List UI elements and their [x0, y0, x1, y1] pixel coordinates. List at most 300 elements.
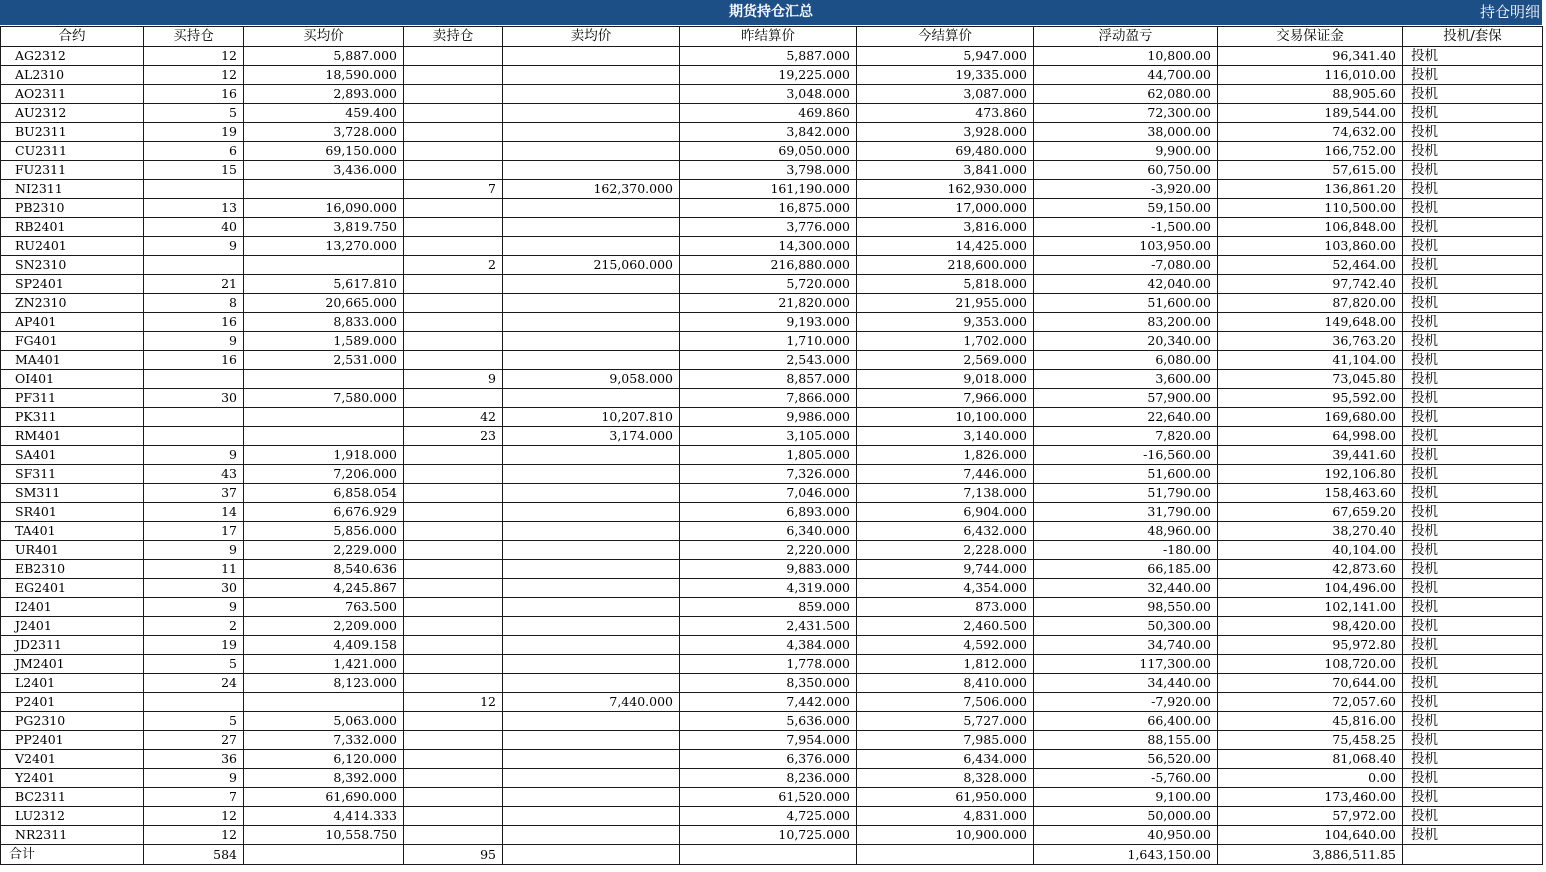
- cell-margin: 97,742.40: [1218, 275, 1403, 294]
- cell-today-settle: 4,831.000: [857, 807, 1034, 826]
- table-row[interactable]: [1, 636, 1543, 655]
- cell-floating-pnl: 66,400.00: [1034, 712, 1218, 731]
- cell-floating-pnl: 44,700.00: [1034, 66, 1218, 85]
- cell-prev-settle: 2,220.000: [680, 541, 857, 560]
- cell-sell-avg-price: [503, 636, 680, 655]
- cell-today-settle: 17,000.000: [857, 199, 1034, 218]
- cell-prev-settle: 4,384.000: [680, 636, 857, 655]
- cell-sell-position: [404, 446, 503, 465]
- cell-buy-position: 6: [144, 142, 244, 161]
- cell-sell-avg-price: 9,058.000: [503, 370, 680, 389]
- cell-today-settle: 14,425.000: [857, 237, 1034, 256]
- cell-prev-settle: 7,442.000: [680, 693, 857, 712]
- cell-buy-avg-price: 7,206.000: [244, 465, 404, 484]
- cell-hedge-flag: 投机: [1403, 161, 1543, 180]
- cell-prev-settle: 1,805.000: [680, 446, 857, 465]
- table-row[interactable]: [1, 484, 1543, 503]
- cell-hedge-flag: 投机: [1403, 332, 1543, 351]
- table-row[interactable]: [1, 427, 1543, 446]
- table-row[interactable]: [1, 161, 1543, 180]
- cell-today-settle: 5,818.000: [857, 275, 1034, 294]
- total-label: 合计: [1, 845, 144, 865]
- cell-margin: 98,420.00: [1218, 617, 1403, 636]
- cell-sell-position: [404, 66, 503, 85]
- cell-floating-pnl: -5,760.00: [1034, 769, 1218, 788]
- cell-sell-avg-price: [503, 123, 680, 142]
- table-row[interactable]: [1, 275, 1543, 294]
- table-row[interactable]: [1, 104, 1543, 123]
- cell-hedge-flag: 投机: [1403, 598, 1543, 617]
- cell-margin: 74,632.00: [1218, 123, 1403, 142]
- table-row[interactable]: [1, 199, 1543, 218]
- cell-sell-position: [404, 617, 503, 636]
- cell-sell-avg-price: [503, 465, 680, 484]
- cell-hedge-flag: 投机: [1403, 294, 1543, 313]
- cell-contract: L2401: [1, 674, 144, 693]
- cell-floating-pnl: 40,950.00: [1034, 826, 1218, 845]
- cell-buy-avg-price: 13,270.000: [244, 237, 404, 256]
- cell-contract: AG2312: [1, 47, 144, 66]
- cell-sell-avg-price: [503, 47, 680, 66]
- cell-sell-avg-price: [503, 237, 680, 256]
- cell-contract: FU2311: [1, 161, 144, 180]
- cell-buy-position: 19: [144, 636, 244, 655]
- cell-buy-position: 9: [144, 598, 244, 617]
- cell-buy-avg-price: 6,120.000: [244, 750, 404, 769]
- cell-buy-avg-price: [244, 370, 404, 389]
- cell-prev-settle: 7,866.000: [680, 389, 857, 408]
- cell-hedge-flag: 投机: [1403, 541, 1543, 560]
- cell-hedge-flag: 投机: [1403, 674, 1543, 693]
- table-row[interactable]: [1, 674, 1543, 693]
- col-header-sell-avg-price[interactable]: 卖均价: [503, 27, 680, 47]
- cell-contract: PB2310: [1, 199, 144, 218]
- cell-floating-pnl: 83,200.00: [1034, 313, 1218, 332]
- cell-sell-position: [404, 389, 503, 408]
- cell-margin: 88,905.60: [1218, 85, 1403, 104]
- cell-hedge-flag: 投机: [1403, 636, 1543, 655]
- table-row[interactable]: [1, 807, 1543, 826]
- cell-sell-position: [404, 161, 503, 180]
- cell-hedge-flag: 投机: [1403, 313, 1543, 332]
- cell-margin: 73,045.80: [1218, 370, 1403, 389]
- cell-sell-position: [404, 541, 503, 560]
- cell-margin: 57,615.00: [1218, 161, 1403, 180]
- cell-sell-avg-price: 162,370.000: [503, 180, 680, 199]
- cell-buy-position: [144, 693, 244, 712]
- cell-floating-pnl: 42,040.00: [1034, 275, 1218, 294]
- cell-prev-settle: 5,636.000: [680, 712, 857, 731]
- cell-contract: JD2311: [1, 636, 144, 655]
- cell-sell-position: 42: [404, 408, 503, 427]
- col-header-sell-position[interactable]: 卖持仓: [404, 27, 503, 47]
- table-row[interactable]: [1, 370, 1543, 389]
- cell-buy-position: 24: [144, 674, 244, 693]
- col-header-margin[interactable]: 交易保证金: [1218, 27, 1403, 47]
- table-row[interactable]: [1, 389, 1543, 408]
- cell-buy-avg-price: 2,531.000: [244, 351, 404, 370]
- cell-sell-position: [404, 104, 503, 123]
- table-row[interactable]: [1, 522, 1543, 541]
- table-row[interactable]: [1, 769, 1543, 788]
- total-sell-position: 95: [404, 845, 503, 865]
- cell-floating-pnl: 72,300.00: [1034, 104, 1218, 123]
- cell-buy-avg-price: 4,414.333: [244, 807, 404, 826]
- cell-hedge-flag: 投机: [1403, 47, 1543, 66]
- cell-buy-position: 12: [144, 807, 244, 826]
- cell-today-settle: 9,353.000: [857, 313, 1034, 332]
- cell-floating-pnl: 66,185.00: [1034, 560, 1218, 579]
- cell-sell-position: [404, 142, 503, 161]
- cell-buy-position: 8: [144, 294, 244, 313]
- cell-buy-avg-price: 3,728.000: [244, 123, 404, 142]
- cell-sell-position: [404, 484, 503, 503]
- cell-today-settle: 5,727.000: [857, 712, 1034, 731]
- cell-prev-settle: 2,431.500: [680, 617, 857, 636]
- cell-margin: 169,680.00: [1218, 408, 1403, 427]
- total-floating-pnl: 1,643,150.00: [1034, 845, 1218, 865]
- cell-buy-avg-price: 5,617.810: [244, 275, 404, 294]
- cell-contract: NR2311: [1, 826, 144, 845]
- cell-floating-pnl: -7,920.00: [1034, 693, 1218, 712]
- cell-margin: 81,068.40: [1218, 750, 1403, 769]
- cell-hedge-flag: 投机: [1403, 275, 1543, 294]
- table-row[interactable]: [1, 617, 1543, 636]
- cell-contract: AL2310: [1, 66, 144, 85]
- table-row[interactable]: [1, 560, 1543, 579]
- cell-sell-position: [404, 750, 503, 769]
- cell-sell-avg-price: [503, 275, 680, 294]
- cell-prev-settle: 5,720.000: [680, 275, 857, 294]
- cell-margin: 95,592.00: [1218, 389, 1403, 408]
- cell-buy-avg-price: 2,229.000: [244, 541, 404, 560]
- cell-today-settle: 7,138.000: [857, 484, 1034, 503]
- cell-margin: 102,141.00: [1218, 598, 1403, 617]
- cell-hedge-flag: 投机: [1403, 256, 1543, 275]
- cell-prev-settle: 7,954.000: [680, 731, 857, 750]
- cell-buy-position: 40: [144, 218, 244, 237]
- cell-floating-pnl: 51,600.00: [1034, 294, 1218, 313]
- cell-prev-settle: 469.860: [680, 104, 857, 123]
- cell-sell-position: [404, 218, 503, 237]
- cell-floating-pnl: 38,000.00: [1034, 123, 1218, 142]
- cell-hedge-flag: 投机: [1403, 370, 1543, 389]
- cell-today-settle: 4,354.000: [857, 579, 1034, 598]
- col-header-buy-position[interactable]: 买持仓: [144, 27, 244, 47]
- cell-floating-pnl: 10,800.00: [1034, 47, 1218, 66]
- table-row[interactable]: [1, 408, 1543, 427]
- cell-today-settle: 6,904.000: [857, 503, 1034, 522]
- cell-sell-position: [404, 85, 503, 104]
- cell-buy-avg-price: 1,589.000: [244, 332, 404, 351]
- cell-today-settle: 8,328.000: [857, 769, 1034, 788]
- cell-today-settle: 3,140.000: [857, 427, 1034, 446]
- cell-contract: I2401: [1, 598, 144, 617]
- cell-margin: 166,752.00: [1218, 142, 1403, 161]
- col-header-buy-avg-price[interactable]: 买均价: [244, 27, 404, 47]
- table-row[interactable]: [1, 446, 1543, 465]
- cell-today-settle: 218,600.000: [857, 256, 1034, 275]
- cell-sell-avg-price: [503, 560, 680, 579]
- cell-buy-position: 5: [144, 104, 244, 123]
- cell-sell-avg-price: [503, 598, 680, 617]
- table-row[interactable]: [1, 66, 1543, 85]
- col-header-contract[interactable]: 合约: [1, 27, 144, 47]
- cell-hedge-flag: 投机: [1403, 446, 1543, 465]
- table-row[interactable]: [1, 579, 1543, 598]
- table-row[interactable]: [1, 85, 1543, 104]
- cell-floating-pnl: -3,920.00: [1034, 180, 1218, 199]
- table-row[interactable]: [1, 503, 1543, 522]
- table-header-row: [1, 27, 1543, 47]
- cell-sell-position: [404, 788, 503, 807]
- cell-floating-pnl: 48,960.00: [1034, 522, 1218, 541]
- cell-sell-position: [404, 465, 503, 484]
- cell-contract: Y2401: [1, 769, 144, 788]
- cell-sell-avg-price: [503, 731, 680, 750]
- cell-margin: 158,463.60: [1218, 484, 1403, 503]
- cell-contract: PK311: [1, 408, 144, 427]
- cell-today-settle: 9,744.000: [857, 560, 1034, 579]
- cell-today-settle: 7,446.000: [857, 465, 1034, 484]
- cell-buy-position: 12: [144, 66, 244, 85]
- cell-buy-position: 16: [144, 313, 244, 332]
- cell-buy-position: 13: [144, 199, 244, 218]
- cell-today-settle: 4,592.000: [857, 636, 1034, 655]
- cell-margin: 106,848.00: [1218, 218, 1403, 237]
- cell-sell-position: [404, 712, 503, 731]
- table-row[interactable]: [1, 218, 1543, 237]
- cell-contract: P2401: [1, 693, 144, 712]
- table-row[interactable]: [1, 731, 1543, 750]
- cell-margin: 87,820.00: [1218, 294, 1403, 313]
- cell-today-settle: 2,228.000: [857, 541, 1034, 560]
- cell-margin: 64,998.00: [1218, 427, 1403, 446]
- cell-buy-avg-price: [244, 180, 404, 199]
- cell-margin: 52,464.00: [1218, 256, 1403, 275]
- cell-sell-position: 9: [404, 370, 503, 389]
- cell-prev-settle: 3,842.000: [680, 123, 857, 142]
- cell-hedge-flag: 投机: [1403, 85, 1543, 104]
- cell-today-settle: 2,460.500: [857, 617, 1034, 636]
- cell-buy-position: [144, 370, 244, 389]
- cell-floating-pnl: 117,300.00: [1034, 655, 1218, 674]
- cell-sell-avg-price: [503, 351, 680, 370]
- cell-sell-position: 7: [404, 180, 503, 199]
- cell-buy-avg-price: 8,392.000: [244, 769, 404, 788]
- cell-margin: 0.00: [1218, 769, 1403, 788]
- cell-prev-settle: 21,820.000: [680, 294, 857, 313]
- cell-contract: JM2401: [1, 655, 144, 674]
- cell-sell-avg-price: [503, 313, 680, 332]
- cell-buy-avg-price: 6,858.054: [244, 484, 404, 503]
- cell-hedge-flag: 投机: [1403, 826, 1543, 845]
- position-detail-link[interactable]: 持仓明细: [1479, 3, 1540, 21]
- cell-today-settle: 1,702.000: [857, 332, 1034, 351]
- cell-hedge-flag: 投机: [1403, 731, 1543, 750]
- cell-buy-position: 9: [144, 332, 244, 351]
- table-row[interactable]: [1, 655, 1543, 674]
- cell-margin: 42,873.60: [1218, 560, 1403, 579]
- cell-contract: LU2312: [1, 807, 144, 826]
- cell-hedge-flag: 投机: [1403, 218, 1543, 237]
- cell-margin: 40,104.00: [1218, 541, 1403, 560]
- table-row[interactable]: [1, 693, 1543, 712]
- cell-today-settle: 10,100.000: [857, 408, 1034, 427]
- cell-sell-avg-price: [503, 161, 680, 180]
- cell-prev-settle: 1,778.000: [680, 655, 857, 674]
- cell-margin: 192,106.80: [1218, 465, 1403, 484]
- cell-buy-avg-price: 3,436.000: [244, 161, 404, 180]
- cell-floating-pnl: 60,750.00: [1034, 161, 1218, 180]
- cell-today-settle: 61,950.000: [857, 788, 1034, 807]
- cell-prev-settle: 14,300.000: [680, 237, 857, 256]
- cell-sell-avg-price: [503, 484, 680, 503]
- cell-buy-position: 9: [144, 446, 244, 465]
- col-header-prev-settle[interactable]: 昨结算价: [680, 27, 857, 47]
- page-title: 期货持仓汇总: [729, 4, 813, 20]
- table-row[interactable]: [1, 142, 1543, 161]
- cell-buy-position: 5: [144, 655, 244, 674]
- cell-sell-avg-price: [503, 674, 680, 693]
- cell-contract: SA401: [1, 446, 144, 465]
- cell-today-settle: 19,335.000: [857, 66, 1034, 85]
- table-row[interactable]: [1, 465, 1543, 484]
- total-empty-cell: [680, 845, 857, 865]
- cell-sell-position: [404, 598, 503, 617]
- col-header-today-settle[interactable]: 今结算价: [857, 27, 1034, 47]
- cell-hedge-flag: 投机: [1403, 427, 1543, 446]
- cell-sell-position: [404, 237, 503, 256]
- cell-margin: 75,458.25: [1218, 731, 1403, 750]
- cell-buy-avg-price: 10,558.750: [244, 826, 404, 845]
- cell-floating-pnl: 9,100.00: [1034, 788, 1218, 807]
- cell-today-settle: 1,812.000: [857, 655, 1034, 674]
- table-row[interactable]: [1, 256, 1543, 275]
- cell-sell-avg-price: [503, 332, 680, 351]
- cell-buy-avg-price: 18,590.000: [244, 66, 404, 85]
- table-row[interactable]: [1, 750, 1543, 769]
- cell-prev-settle: 4,319.000: [680, 579, 857, 598]
- cell-hedge-flag: 投机: [1403, 389, 1543, 408]
- cell-prev-settle: 10,725.000: [680, 826, 857, 845]
- cell-sell-position: [404, 807, 503, 826]
- cell-floating-pnl: 31,790.00: [1034, 503, 1218, 522]
- cell-sell-avg-price: [503, 826, 680, 845]
- cell-margin: 45,816.00: [1218, 712, 1403, 731]
- table-row[interactable]: [1, 47, 1543, 66]
- cell-sell-avg-price: [503, 769, 680, 788]
- table-row[interactable]: [1, 351, 1543, 370]
- cell-margin: 96,341.40: [1218, 47, 1403, 66]
- cell-buy-avg-price: 7,332.000: [244, 731, 404, 750]
- cell-floating-pnl: 50,300.00: [1034, 617, 1218, 636]
- cell-buy-avg-price: 1,918.000: [244, 446, 404, 465]
- cell-margin: 108,720.00: [1218, 655, 1403, 674]
- cell-floating-pnl: 34,740.00: [1034, 636, 1218, 655]
- cell-hedge-flag: 投机: [1403, 617, 1543, 636]
- table-row[interactable]: [1, 237, 1543, 256]
- table-row[interactable]: [1, 541, 1543, 560]
- cell-buy-position: 37: [144, 484, 244, 503]
- cell-sell-position: 23: [404, 427, 503, 446]
- cell-today-settle: 5,947.000: [857, 47, 1034, 66]
- cell-margin: 104,496.00: [1218, 579, 1403, 598]
- cell-contract: V2401: [1, 750, 144, 769]
- cell-sell-position: [404, 275, 503, 294]
- cell-today-settle: 69,480.000: [857, 142, 1034, 161]
- cell-floating-pnl: -7,080.00: [1034, 256, 1218, 275]
- table-row[interactable]: [1, 180, 1543, 199]
- cell-hedge-flag: 投机: [1403, 712, 1543, 731]
- cell-buy-avg-price: 61,690.000: [244, 788, 404, 807]
- table-row[interactable]: [1, 123, 1543, 142]
- cell-prev-settle: 859.000: [680, 598, 857, 617]
- cell-buy-position: 15: [144, 161, 244, 180]
- cell-contract: ZN2310: [1, 294, 144, 313]
- cell-sell-position: [404, 674, 503, 693]
- table-row[interactable]: [1, 313, 1543, 332]
- table-row[interactable]: [1, 294, 1543, 313]
- cell-today-settle: 7,966.000: [857, 389, 1034, 408]
- cell-sell-avg-price: [503, 446, 680, 465]
- cell-margin: 70,644.00: [1218, 674, 1403, 693]
- cell-today-settle: 6,434.000: [857, 750, 1034, 769]
- table-row[interactable]: [1, 788, 1543, 807]
- cell-hedge-flag: 投机: [1403, 199, 1543, 218]
- col-header-floating-pnl[interactable]: 浮动盈亏: [1034, 27, 1218, 47]
- cell-sell-avg-price: [503, 617, 680, 636]
- cell-prev-settle: 7,326.000: [680, 465, 857, 484]
- cell-buy-avg-price: 2,209.000: [244, 617, 404, 636]
- cell-sell-position: [404, 636, 503, 655]
- cell-hedge-flag: 投机: [1403, 503, 1543, 522]
- cell-sell-position: [404, 351, 503, 370]
- col-header-hedge-flag[interactable]: 投机/套保: [1403, 27, 1543, 47]
- cell-hedge-flag: 投机: [1403, 123, 1543, 142]
- cell-sell-avg-price: [503, 66, 680, 85]
- table-row[interactable]: [1, 826, 1543, 845]
- table-row[interactable]: [1, 712, 1543, 731]
- cell-contract: SM311: [1, 484, 144, 503]
- cell-buy-avg-price: 6,676.929: [244, 503, 404, 522]
- cell-hedge-flag: 投机: [1403, 579, 1543, 598]
- cell-prev-settle: 4,725.000: [680, 807, 857, 826]
- cell-contract: SR401: [1, 503, 144, 522]
- title-bar: [0, 0, 1542, 25]
- cell-hedge-flag: 投机: [1403, 560, 1543, 579]
- total-empty-cell: [1403, 845, 1543, 865]
- cell-hedge-flag: 投机: [1403, 237, 1543, 256]
- cell-prev-settle: 8,236.000: [680, 769, 857, 788]
- cell-buy-position: 12: [144, 826, 244, 845]
- cell-today-settle: 6,432.000: [857, 522, 1034, 541]
- total-empty-cell: [244, 845, 404, 865]
- cell-floating-pnl: 98,550.00: [1034, 598, 1218, 617]
- table-row[interactable]: [1, 598, 1543, 617]
- cell-margin: 72,057.60: [1218, 693, 1403, 712]
- cell-prev-settle: 9,883.000: [680, 560, 857, 579]
- table-row[interactable]: [1, 332, 1543, 351]
- cell-buy-position: 7: [144, 788, 244, 807]
- cell-today-settle: 8,410.000: [857, 674, 1034, 693]
- cell-prev-settle: 3,105.000: [680, 427, 857, 446]
- cell-buy-avg-price: 7,580.000: [244, 389, 404, 408]
- cell-today-settle: 3,841.000: [857, 161, 1034, 180]
- cell-buy-position: 16: [144, 85, 244, 104]
- cell-sell-position: [404, 47, 503, 66]
- cell-today-settle: 9,018.000: [857, 370, 1034, 389]
